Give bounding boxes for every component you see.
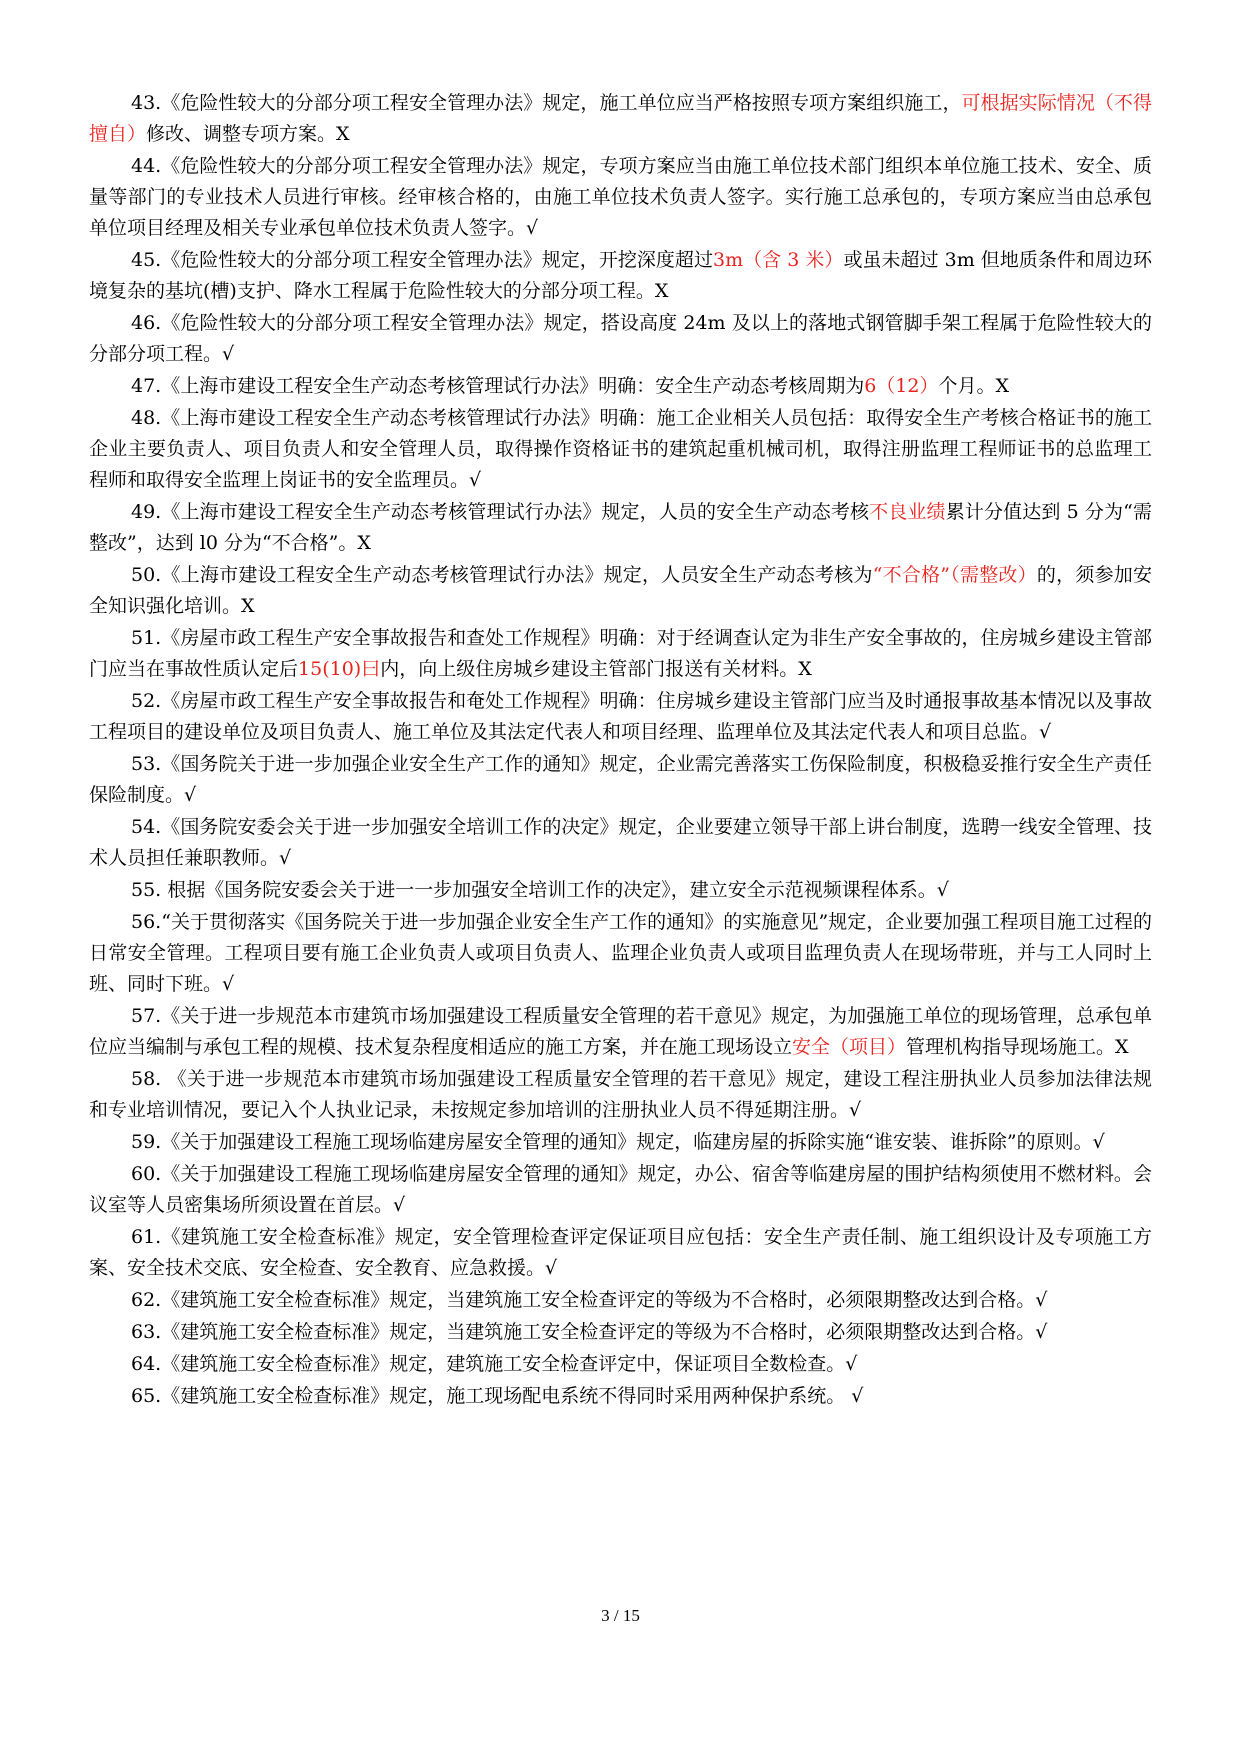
- question-item: [89, 88, 1152, 150]
- question-item: [89, 812, 1152, 874]
- question-item: [89, 1064, 1152, 1126]
- question-text: 61.《建筑施工安全检查标准》规定，安全管理检查评定保证项目应包括：安全生产责任制、施工组织设计及专项施工方案、安全技术交底、安全检查、安全教育、应急救援。√: [89, 1226, 1152, 1279]
- question-item: [89, 151, 1152, 244]
- question-text: 51.《房屋市政工程生产安全事故报告和查处工作规程》明确：对于经调查认定为非生产安全事故的，住房城乡建设主管部门应当在事故性质认定后: [89, 627, 1152, 680]
- question-text: 50.《上海市建设工程安全生产动态考核管理试行办法》规定，人员安全生产动态考核为: [131, 564, 873, 586]
- question-text: 52.《房屋市政工程生产安全事故报告和奄处工作规程》明确：住房城乡建设主管部门应当及时通报事故基本情况以及事故工程项目的建设单位及项目负责人、施工单位及其法定代表人和项目经理、监理单位及其法定代表人和项目总监。√: [89, 690, 1152, 743]
- question-item: [89, 1317, 1152, 1348]
- highlighted-text: 6（12）: [864, 375, 939, 397]
- question-item: [89, 245, 1152, 307]
- question-text: 56.“关于贯彻落实《国务院关于进一步加强企业安全生产工作的通知》的实施意见”规定，企业要加强工程项目施工过程的日常安全管理。工程项目要有施工企业负责人或项目负责人、监理企业负责人或项目监理负责人在现场带班，并与工人同时上班、同时下班。√: [89, 911, 1152, 995]
- question-text: 或虽未超过 3m 但地质条件和周边环境复杂的基坑(槽)支护、降水工程属于危险性较大的分部分项工程。X: [89, 249, 1153, 302]
- question-item: [89, 1001, 1152, 1063]
- question-item: [89, 1349, 1152, 1380]
- question-item: [89, 1285, 1152, 1316]
- question-text: 62.《建筑施工安全检查标准》规定，当建筑施工安全检查评定的等级为不合格时，必须限期整改达到合格。√: [131, 1289, 1048, 1311]
- highlighted-text: 可根据实际情况（不得擅自）: [89, 92, 1152, 145]
- question-item: [89, 749, 1152, 811]
- question-item: [89, 1127, 1152, 1158]
- question-item: [89, 371, 1152, 402]
- question-item: [89, 1381, 1152, 1412]
- question-text: 的，须参加安全知识强化培训。X: [89, 564, 1152, 617]
- question-text: 55. 根据《国务院安委会关于进一一步加强安全培训工作的决定》，建立安全示范视频课程体系。√: [131, 879, 949, 901]
- question-text: 65.《建筑施工安全检查标准》规定，施工现场配电系统不得同时采用两种保护系统。 √: [131, 1385, 864, 1407]
- question-text: 修改、调整专项方案。X: [146, 123, 350, 145]
- question-item: [89, 560, 1152, 622]
- question-text: 46.《危险性较大的分部分项工程安全管理办法》规定，搭设高度 24m 及以上的落地式钢管脚手架工程属于危险性较大的分部分项工程。√: [89, 312, 1152, 365]
- question-text: 59.《关于加强建设工程施工现场临建房屋安全管理的通知》规定，临建房屋的拆除实施“谁安装、谁拆除”的原则。√: [131, 1131, 1105, 1153]
- page-number: 3 / 15: [601, 1606, 640, 1625]
- highlighted-text: 安全（项目）: [792, 1036, 907, 1058]
- question-item: [89, 308, 1152, 370]
- question-item: [89, 403, 1152, 496]
- question-text: 个月。X: [938, 375, 1010, 397]
- question-text: 60.《关于加强建设工程施工现场临建房屋安全管理的通知》规定，办公、宿舍等临建房屋的围护结构须使用不燃材料。会议室等人员密集场所须设置在首层。√: [89, 1163, 1152, 1216]
- question-text: 45.《危险性较大的分部分项工程安全管理办法》规定，开挖深度超过: [131, 249, 713, 271]
- question-text: 管理机构指导现场施工。X: [906, 1036, 1129, 1058]
- question-item: [89, 1222, 1152, 1284]
- question-item: [89, 907, 1152, 1000]
- question-text: 累计分值达到 5 分为“需整改”，达到 l0 分为“不合格”。X: [89, 501, 1152, 554]
- question-text: 53.《国务院关于进一步加强企业安全生产工作的通知》规定，企业需完善落实工伤保险制度，积极稳妥推行安全生产责任保险制度。√: [89, 753, 1152, 806]
- question-text: 63.《建筑施工安全检查标准》规定，当建筑施工安全检查评定的等级为不合格时，必须限期整改达到合格。√: [131, 1321, 1048, 1343]
- question-text: 49.《上海市建设工程安全生产动态考核管理试行办法》规定，人员的安全生产动态考核: [131, 501, 870, 523]
- question-item: [89, 1159, 1152, 1221]
- highlighted-text: 3m（含 3 米）: [712, 249, 844, 271]
- question-text: 57.《关于进一步规范本市建筑市场加强建设工程质量安全管理的若干意见》规定，为加强施工单位的现场管理，总承包单位应当编制与承包工程的规模、技术复杂程度相适应的施工方案，并在施工现场设立: [89, 1005, 1152, 1058]
- question-text: 44.《危险性较大的分部分项工程安全管理办法》规定，专项方案应当由施工单位技术部门组织本单位施工技术、安全、质量等部门的专业技术人员进行审核。经审核合格的，由施工单位技术负责人签字。实行施工总承包的，专项方案应当由总承包单位项目经理及相关专业承包单位技术负责人签字。√: [89, 155, 1152, 239]
- question-text: 43.《危险性较大的分部分项工程安全管理办法》规定，施工单位应当严格按照专项方案组织施工，: [131, 92, 962, 114]
- highlighted-text: 15(10)曰: [298, 658, 381, 680]
- question-text: 48.《上海市建设工程安全生产动态考核管理试行办法》明确：施工企业相关人员包括：取得安全生产考核合格证书的施工企业主要负责人、项目负责人和安全管理人员，取得操作资格证书的建筑起重机械司机，取得注册监理工程师证书的总监理工程师和取得安全监理上岗证书的安全监理员。√: [89, 407, 1152, 491]
- question-item: [89, 875, 1152, 906]
- question-text: 64.《建筑施工安全检查标准》规定，建筑施工安全检查评定中，保证项目全数检查。√: [131, 1353, 858, 1375]
- question-text: 47.《上海市建设工程安全生产动态考核管理试行办法》明确：安全生产动态考核周期为: [131, 375, 865, 397]
- question-text: 58. 《关于进一步规范本市建筑市场加强建设工程质量安全管理的若干意见》规定，建设工程注册执业人员参加法律法规和专业培训情况，要记入个人执业记录，未按规定参加培训的注册执业人员不得延期注册。√: [89, 1068, 1152, 1121]
- question-text: 内，向上级住房城乡建设主管部门报送有关材料。X: [380, 658, 812, 680]
- question-text: 54.《国务院安委会关于进一步加强安全培训工作的决定》规定，企业要建立领导干部上讲台制度，选聘一线安全管理、技术人员担任兼职教师。√: [89, 816, 1152, 869]
- document-body: [89, 88, 1152, 1413]
- question-item: [89, 623, 1152, 685]
- highlighted-text: 不良业绩: [869, 501, 946, 523]
- highlighted-text: “不合格”（需整改）: [872, 564, 1037, 586]
- question-item: [89, 686, 1152, 748]
- question-item: [89, 497, 1152, 559]
